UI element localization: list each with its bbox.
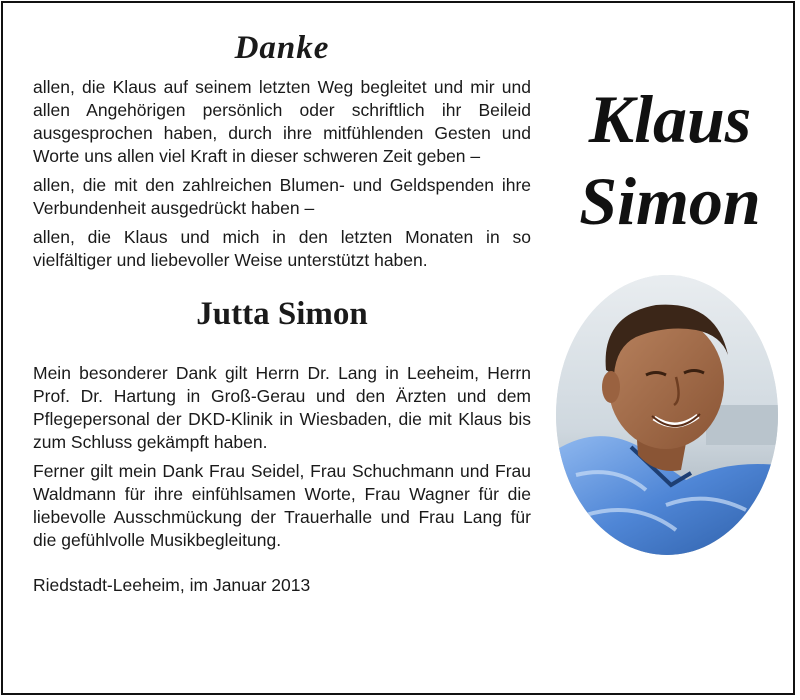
special-thanks-paragraph: Ferner gilt mein Dank Frau Seidel, Frau Schuchmann und Frau Waldmann für ihre einfühlsamen Worte, Frau Wagner für die liebevolle Ausschmückung der Trauerhalle und Frau Lang für die gefühlvolle Musikbegleitung. [33, 461, 531, 550]
special-thanks-paragraph: Mein besonderer Dank gilt Herrn Dr. Lang in Leeheim, Herrn Prof. Dr. Hartung in Groß-Gerau und den Ärzten und dem Pflegepersonal der DKD-Klinik in Wiesbaden, die mit Klaus bis zum Schluss gekämpft haben. [33, 363, 531, 452]
heading-danke: Danke [234, 30, 330, 66]
place-date: Riedstadt-Leeheim, im Januar 2013 [33, 575, 311, 595]
thanks-paragraph: allen, die Klaus auf seinem letzten Weg begleitet und mir und allen Angehörigen persönlich oder schriftlich ihr Beileid ausgesprochen haben, durch ihre mitfühlenden Gesten und Worte uns allen viel Kraft in dieser schweren Zeit geben – [33, 77, 531, 166]
portrait-illustration [556, 275, 778, 555]
deceased-name [555, 78, 785, 242]
thanks-column [33, 28, 531, 597]
thanks-paragraph: allen, die mit den zahlreichen Blumen- und Geldspenden ihre Verbundenheit ausgedrückt haben – [33, 175, 531, 218]
deceased-first-name: Klaus [588, 81, 752, 157]
signatory-name: Jutta Simon [196, 296, 368, 332]
deceased-last-name: Simon [579, 163, 761, 239]
portrait-photo-icon [556, 275, 778, 555]
thanks-paragraph: allen, die Klaus und mich in den letzten Monaten in so vielfältiger und liebevoller Weise unterstützt haben. [33, 227, 531, 270]
